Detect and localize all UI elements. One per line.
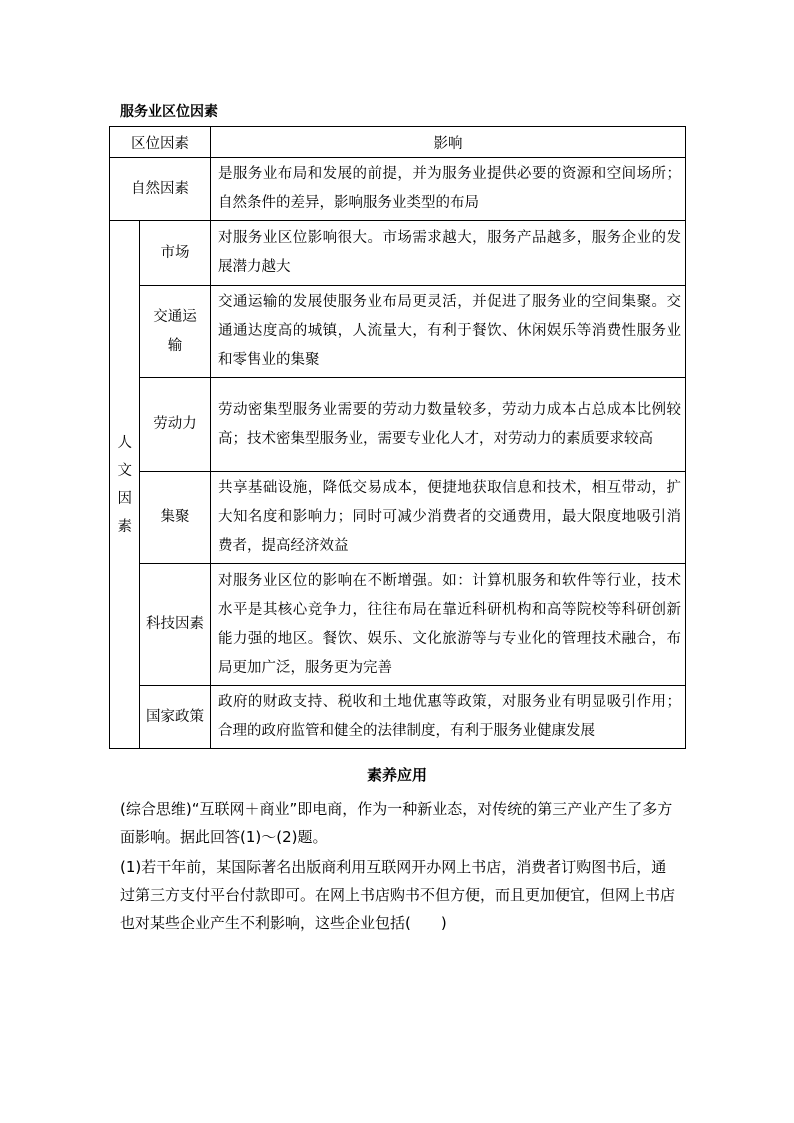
factor-market-desc: 对服务业区位影响很大。市场需求越大，服务产品越多，服务企业的发展潜力越大 <box>211 221 686 286</box>
factor-agglomeration-desc: 共享基础设施，降低交易成本，便捷地获取信息和技术，相互带动，扩大知名度和影响力；同时可减少消费者的交通费用，最大限度地吸引消费者，提高经济效益 <box>211 472 686 564</box>
factor-group-human-label: 人文因素 <box>117 434 132 535</box>
section-heading: 素养应用 <box>366 766 427 784</box>
factor-labor: 劳动力 <box>140 378 211 472</box>
factor-natural-desc: 是服务业布局和发展的前提，并为服务业提供必要的资源和空间场所；自然条件的差异，影响服务业类型的布局 <box>211 158 686 221</box>
factor-agglomeration: 集聚 <box>140 472 211 564</box>
factor-group-human <box>110 221 140 749</box>
factor-technology-label: 科技因素 <box>146 616 204 632</box>
question-intro: (综合思维)“互联网＋商业”即电商，作为一种新业态，对传统的第三产业产生了多方面影响。据此回答(1)～(2)题。 <box>120 800 673 846</box>
location-factors-table <box>109 126 686 749</box>
question-1: (1)若干年前，某国际著名出版商利用互联网开办网上书店，消费者订购图书后，通过第三方支付平台付款即可。在网上书店购书不但方便，而且更加便宜，但网上书店也对某些企业产生不利影响，这些企业包括( ) <box>120 858 676 932</box>
table-row <box>110 472 686 564</box>
factor-transport-label: 交通运输 <box>153 308 197 354</box>
table-row <box>110 564 686 686</box>
table-row <box>110 286 686 378</box>
factor-policy-desc: 政府的财政支持、税收和土地优惠等政策，对服务业有明显吸引作用；合理的政府监管和健全的法律制度，有利于服务业健康发展 <box>211 686 686 749</box>
table-row <box>110 378 686 472</box>
factor-policy-label: 国家政策 <box>146 708 204 725</box>
factor-technology <box>140 564 211 686</box>
factor-transport-desc: 交通运输的发展使服务业布局更灵活，并促进了服务业的空间集聚。交通通达度高的城镇，人流量大，有利于餐饮、休闲娱乐等消费性服务业和零售业的集聚 <box>211 286 686 378</box>
factor-labor-desc: 劳动密集型服务业需要的劳动力数量较多，劳动力成本占总成本比例较高；技术密集型服务业，需要专业化人才，对劳动力的素质要求较高 <box>211 378 686 472</box>
table-row <box>110 158 686 221</box>
table-header-row <box>110 127 686 158</box>
table-row <box>110 221 686 286</box>
factor-market: 市场 <box>140 221 211 286</box>
table-title: 服务业区位因素 <box>120 104 218 120</box>
table-row <box>110 686 686 749</box>
header-factor: 区位因素 <box>110 127 211 158</box>
factor-transport <box>140 286 211 378</box>
header-influence: 影响 <box>211 127 686 158</box>
factor-natural: 自然因素 <box>110 158 211 221</box>
factor-technology-desc: 对服务业区位的影响在不断增强。如：计算机服务和软件等行业，技术水平是其核心竞争力，往往布局在靠近科研机构和高等院校等科研创新能力强的地区。餐饮、娱乐、文化旅游等与专业化的管理技术融合，布局更加广泛，服务更为完善 <box>211 564 686 686</box>
factor-policy <box>140 686 211 749</box>
